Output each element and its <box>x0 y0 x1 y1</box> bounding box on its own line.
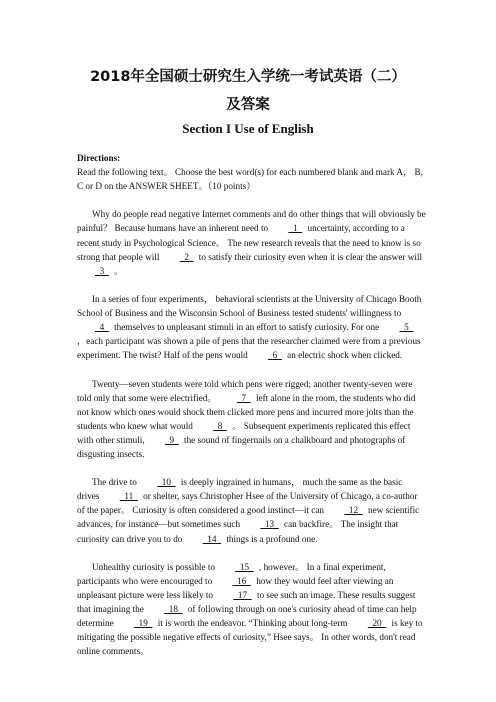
passage-text: it is worth the endeavor. “Thinking about long-term <box>155 618 350 629</box>
passage-paragraph <box>77 377 427 462</box>
passage-text: 。 <box>111 265 124 276</box>
passage-text: things is a profound one. <box>224 533 318 544</box>
passage-text: is deeply ingrained in humans， much the same as the basic drives <box>77 477 403 502</box>
passage-text: left alone in the room, the students who did not know which ones would shock them clicked more pens and incurred more jolts than the students who knew what would <box>77 392 416 431</box>
spacer <box>77 461 427 475</box>
blank-number: 6 <box>268 350 282 361</box>
blank-number: 18 <box>164 604 183 614</box>
document-subtitle: 及答案 <box>226 97 270 113</box>
passage-text: the sound of fingernails on a chalkboard and photographs of disgusting insects. <box>77 434 406 459</box>
passage-text: In a series of four experiments， behavioral scientists at the University of Chicago Booth School of Business and the Wisconsin School of Business tested students' willingness to <box>77 293 422 319</box>
passage-paragraph <box>77 292 427 362</box>
blank-number: 16 <box>232 575 251 586</box>
passage-paragraph <box>77 560 427 659</box>
passage-text: themselves to unpleasant stimuli in an effort to satisfy curiosity. For one <box>111 322 382 333</box>
passage-text: The drive to <box>92 477 140 488</box>
passage-text: or shelter, says Christopher Hsee of the University of Chicago, a co-author of the paper。 Curiosity is often considered a good instinct—it can <box>77 491 418 516</box>
blank-number: 7 <box>236 392 251 403</box>
blank-number: 9 <box>164 434 179 445</box>
spacer <box>77 193 427 207</box>
blank-number: 2 <box>179 251 194 262</box>
passage-text: to see such an image. These results suggest that imagining the <box>77 589 416 614</box>
passage-text: ，each participant was shown a pile of pens that the researcher claimed were from a previous experiment. The twist? Half of the pens would <box>77 336 421 361</box>
document-title: 2018年全国硕士研究生入学统一考试英语（二） <box>90 69 406 85</box>
document-body <box>77 151 427 658</box>
spacer <box>77 278 427 292</box>
blank-number: 11 <box>119 491 138 502</box>
passage-text: , however。 In a final experiment, participants who were encouraged to <box>77 561 386 586</box>
directions-label: Directions: <box>77 153 121 163</box>
blank-number: 5 <box>399 322 414 333</box>
passage <box>77 207 427 658</box>
passage-text: 。 Subsequent experiments replicated this effect with other stimuli, <box>77 420 411 445</box>
passage-text: Unhealthy curiosity is possible to <box>92 561 218 572</box>
blank-number: 10 <box>157 477 176 488</box>
passage-text: how they would feel after viewing an unpleasant picture were less likely to <box>77 575 394 600</box>
blank-number: 17 <box>233 589 252 600</box>
blank-number: 8 <box>213 420 227 431</box>
blank-number: 12 <box>344 505 363 516</box>
passage-text: Twenty—seven students were told which pens were rigged; another twenty-seven were told only that some were electrified。 <box>77 378 413 403</box>
passage-text: can backfire。 The insight that curiosity can drive you to do <box>77 519 399 544</box>
blank-number: 13 <box>260 519 279 530</box>
passage-text: of following through on one's curiosity ahead of time can help determine <box>77 604 417 629</box>
blank-number: 15 <box>235 561 254 572</box>
blank-number: 1 <box>288 223 303 234</box>
passage-paragraph <box>77 207 427 277</box>
blank-number: 4 <box>95 322 109 333</box>
blank-number: 14 <box>202 533 222 544</box>
blank-number: 3 <box>95 265 109 276</box>
passage-text: is key to mitigating the possible negative effects of curiosity,” Hsee says。 In other words, don't read online comments。 <box>77 618 423 657</box>
section-heading: Section I Use of English <box>182 121 314 136</box>
spacer <box>77 546 427 560</box>
passage-text: to satisfy their curiosity even when it is clear the answer will <box>196 251 423 262</box>
passage-paragraph <box>77 475 427 545</box>
blank-number: 20 <box>367 618 387 629</box>
blank-number: 19 <box>134 618 153 629</box>
passage-text: new scientific advances, for instance—but sometimes such <box>77 505 420 530</box>
spacer <box>77 362 427 376</box>
passage-text: uncertainty, according to a recent study in Psychological Science。 The new research reveals that the need to know is so strong that people will <box>77 223 421 262</box>
passage-text: an electric shock when clicked. <box>284 350 403 361</box>
directions-text: Read the following text。 Choose the best word(s) for each numbered blank and mark A， B, C or D on the ANSWER SHEET。（10 points） <box>77 167 423 192</box>
passage-text: Why do people read negative Internet comments and do other things that will obviously be painful？ Because humans have an inherent need to <box>77 209 426 234</box>
